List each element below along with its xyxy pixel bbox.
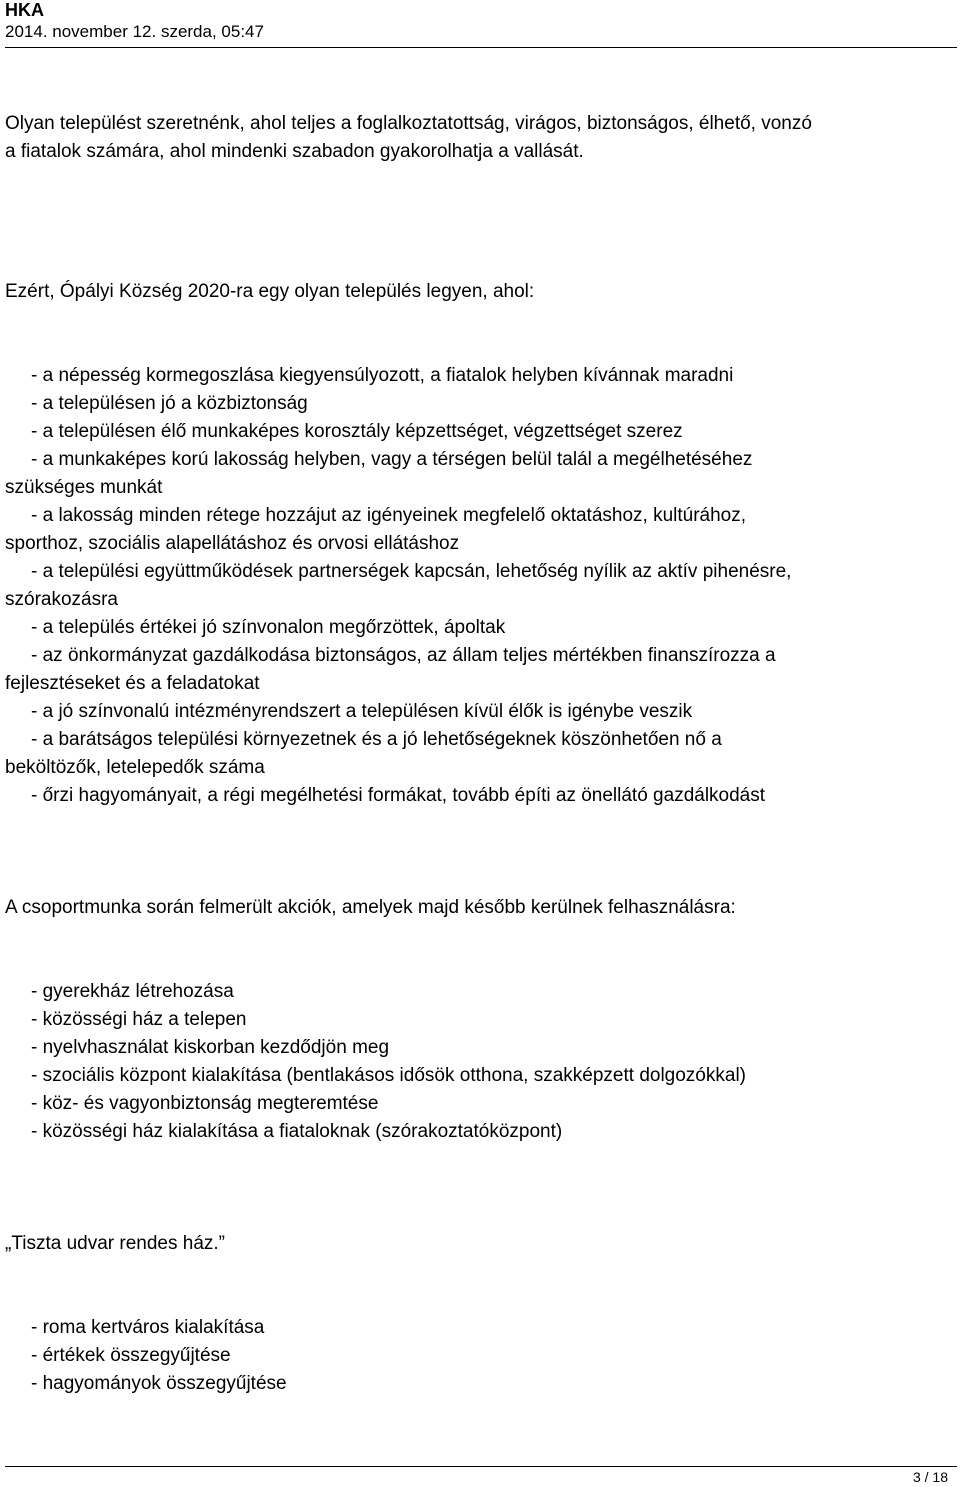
action-item: - köz- és vagyonbiztonság megteremtése — [31, 1093, 379, 1114]
goal-item: - a települési együttműködések partnerségek kapcsán, lehetőség nyílik az aktív pihenésre, — [31, 561, 792, 582]
goal-item: - a barátságos települési környezetnek és a jó lehetőségeknek köszönhetően nő a — [31, 729, 722, 750]
clean-heading: „Tiszta udvar rendes ház.” — [5, 1233, 225, 1254]
goal-item: szórakozásra — [5, 589, 118, 610]
site-brand: HKA — [5, 0, 44, 20]
goal-item: - a településen élő munkaképes korosztály képzettséget, végzettséget szerez — [31, 421, 683, 442]
goal-item: fejlesztéseket és a feladatokat — [5, 673, 260, 694]
document-body — [5, 110, 955, 1398]
post-date: 2014. november 12. szerda, 05:47 — [5, 22, 264, 41]
action-item: - közösségi ház a telepen — [31, 1009, 247, 1030]
goals-list — [5, 362, 955, 810]
footer-divider — [5, 1466, 957, 1467]
goal-item: beköltözők, letelepedők száma — [5, 757, 265, 778]
page-header — [5, 0, 957, 48]
lead-sentence: Ezért, Ópályi Község 2020-ra egy olyan település legyen, ahol: — [5, 281, 535, 302]
intro-line-1: Olyan települést szeretnénk, ahol teljes a foglalkoztatottság, virágos, biztonságos, élhető, vonzó — [5, 113, 812, 134]
clean-item: - értékek összegyűjtése — [31, 1345, 231, 1366]
action-item: - gyerekház létrehozása — [31, 981, 234, 1002]
page-number: 3 / 18 — [912, 1469, 948, 1485]
clean-list — [5, 1314, 955, 1398]
goal-item: - a munkaképes korú lakosság helyben, vagy a térségen belül talál a megélhetéséhez — [31, 449, 753, 470]
goal-item: - őrzi hagyományait, a régi megélhetési formákat, tovább építi az önellátó gazdálkodást — [31, 785, 766, 806]
goal-item: sporthoz, szociális alapellátáshoz és orvosi ellátáshoz — [5, 533, 460, 554]
header-divider — [5, 47, 957, 48]
action-item: - közösségi ház kialakítása a fiataloknak (szórakoztatóközpont) — [31, 1121, 563, 1142]
actions-heading: A csoportmunka során felmerült akciók, amelyek majd később kerülnek felhasználásra: — [5, 897, 736, 918]
goal-item: - a település értékei jó színvonalon megőrzöttek, ápoltak — [31, 617, 506, 638]
actions-list — [5, 978, 955, 1146]
intro-line-2: a fiatalok számára, ahol mindenki szabadon gyakorolhatja a vallását. — [5, 141, 584, 162]
action-item: - szociális központ kialakítása (bentlakásos idősök otthona, szakképzett dolgozókkal) — [31, 1065, 746, 1086]
action-item: - nyelvhasználat kiskorban kezdődjön meg — [31, 1037, 390, 1058]
goal-item: - az önkormányzat gazdálkodása biztonságos, az állam teljes mértékben finanszírozza a — [31, 645, 776, 666]
goal-item: - a településen jó a közbiztonság — [31, 393, 308, 414]
clean-item: - hagyományok összegyűjtése — [31, 1373, 287, 1394]
goal-item: - a jó színvonalú intézményrendszert a településen kívül élők is igénybe veszik — [31, 701, 693, 722]
clean-item: - roma kertváros kialakítása — [31, 1317, 265, 1338]
goal-item: - a népesség kormegoszlása kiegyensúlyozott, a fiatalok helyben kívánnak maradni — [31, 365, 734, 386]
goal-item: - a lakosság minden rétege hozzájut az igényeinek megfelelő oktatáshoz, kultúrához, — [31, 505, 747, 526]
goal-item: szükséges munkát — [5, 477, 163, 498]
